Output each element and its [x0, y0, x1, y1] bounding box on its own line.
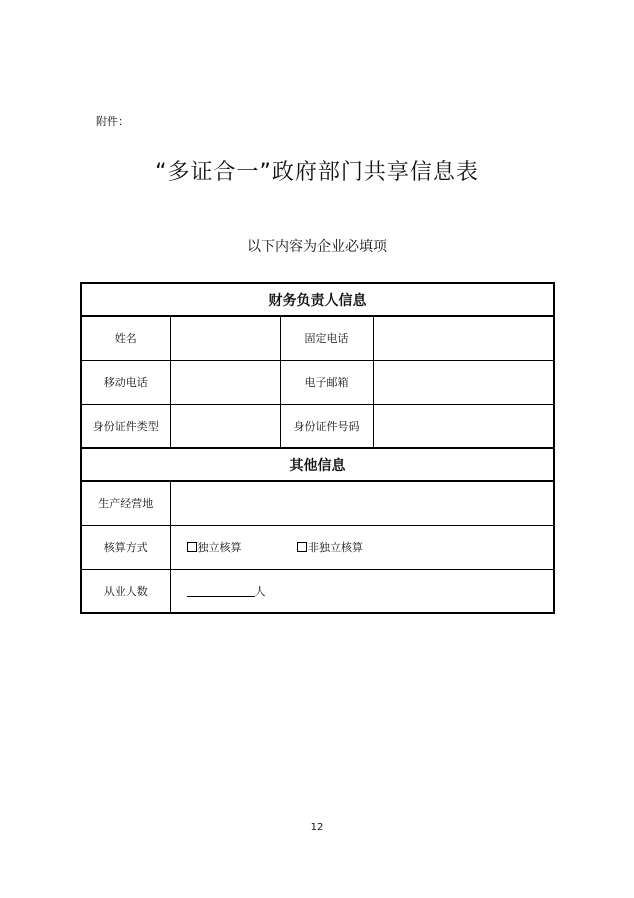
attachment-label: 附件：	[96, 115, 129, 128]
independent-accounting-label: 独立核算	[197, 541, 242, 554]
email-field[interactable]	[373, 360, 554, 404]
email-label: 电子邮箱	[280, 360, 373, 404]
page-title: “多证合一”政府部门共享信息表	[155, 160, 479, 185]
table-row	[81, 316, 554, 360]
finance-section-header: 财务负责人信息	[81, 283, 554, 316]
id-type-label: 身份证件类型	[81, 404, 170, 448]
page-subtitle: 以下内容为企业必填项	[247, 239, 387, 255]
id-number-label: 身份证件号码	[280, 404, 373, 448]
name-label: 姓名	[81, 316, 170, 360]
mobile-field[interactable]	[170, 360, 280, 404]
independent-accounting-option[interactable]	[187, 539, 242, 555]
mobile-label: 移动电话	[81, 360, 170, 404]
phone-field[interactable]	[373, 316, 554, 360]
table-row	[81, 360, 554, 404]
employees-label: 从业人数	[81, 569, 170, 613]
id-number-field[interactable]	[373, 404, 554, 448]
checkbox-icon[interactable]	[297, 542, 307, 552]
employees-cell	[170, 569, 554, 613]
name-field[interactable]	[170, 316, 280, 360]
production-site-label: 生产经营地	[81, 481, 170, 525]
other-section-header: 其他信息	[81, 448, 554, 481]
table-row	[81, 525, 554, 569]
phone-label: 固定电话	[280, 316, 373, 360]
production-site-field[interactable]	[170, 481, 554, 525]
table-row	[81, 404, 554, 448]
accounting-method-options	[170, 525, 554, 569]
checkbox-icon[interactable]	[187, 542, 197, 552]
non-independent-accounting-option[interactable]	[297, 539, 363, 555]
employees-count-blank[interactable]	[187, 584, 255, 597]
finance-section-row	[81, 283, 554, 316]
info-form-table	[80, 282, 555, 614]
accounting-method-label: 核算方式	[81, 525, 170, 569]
id-type-field[interactable]	[170, 404, 280, 448]
employees-unit: 人	[254, 584, 266, 598]
other-section-row	[81, 448, 554, 481]
table-row	[81, 569, 554, 613]
non-independent-accounting-label: 非独立核算	[308, 541, 363, 554]
table-row	[81, 481, 554, 525]
page-number: 12	[310, 822, 324, 833]
